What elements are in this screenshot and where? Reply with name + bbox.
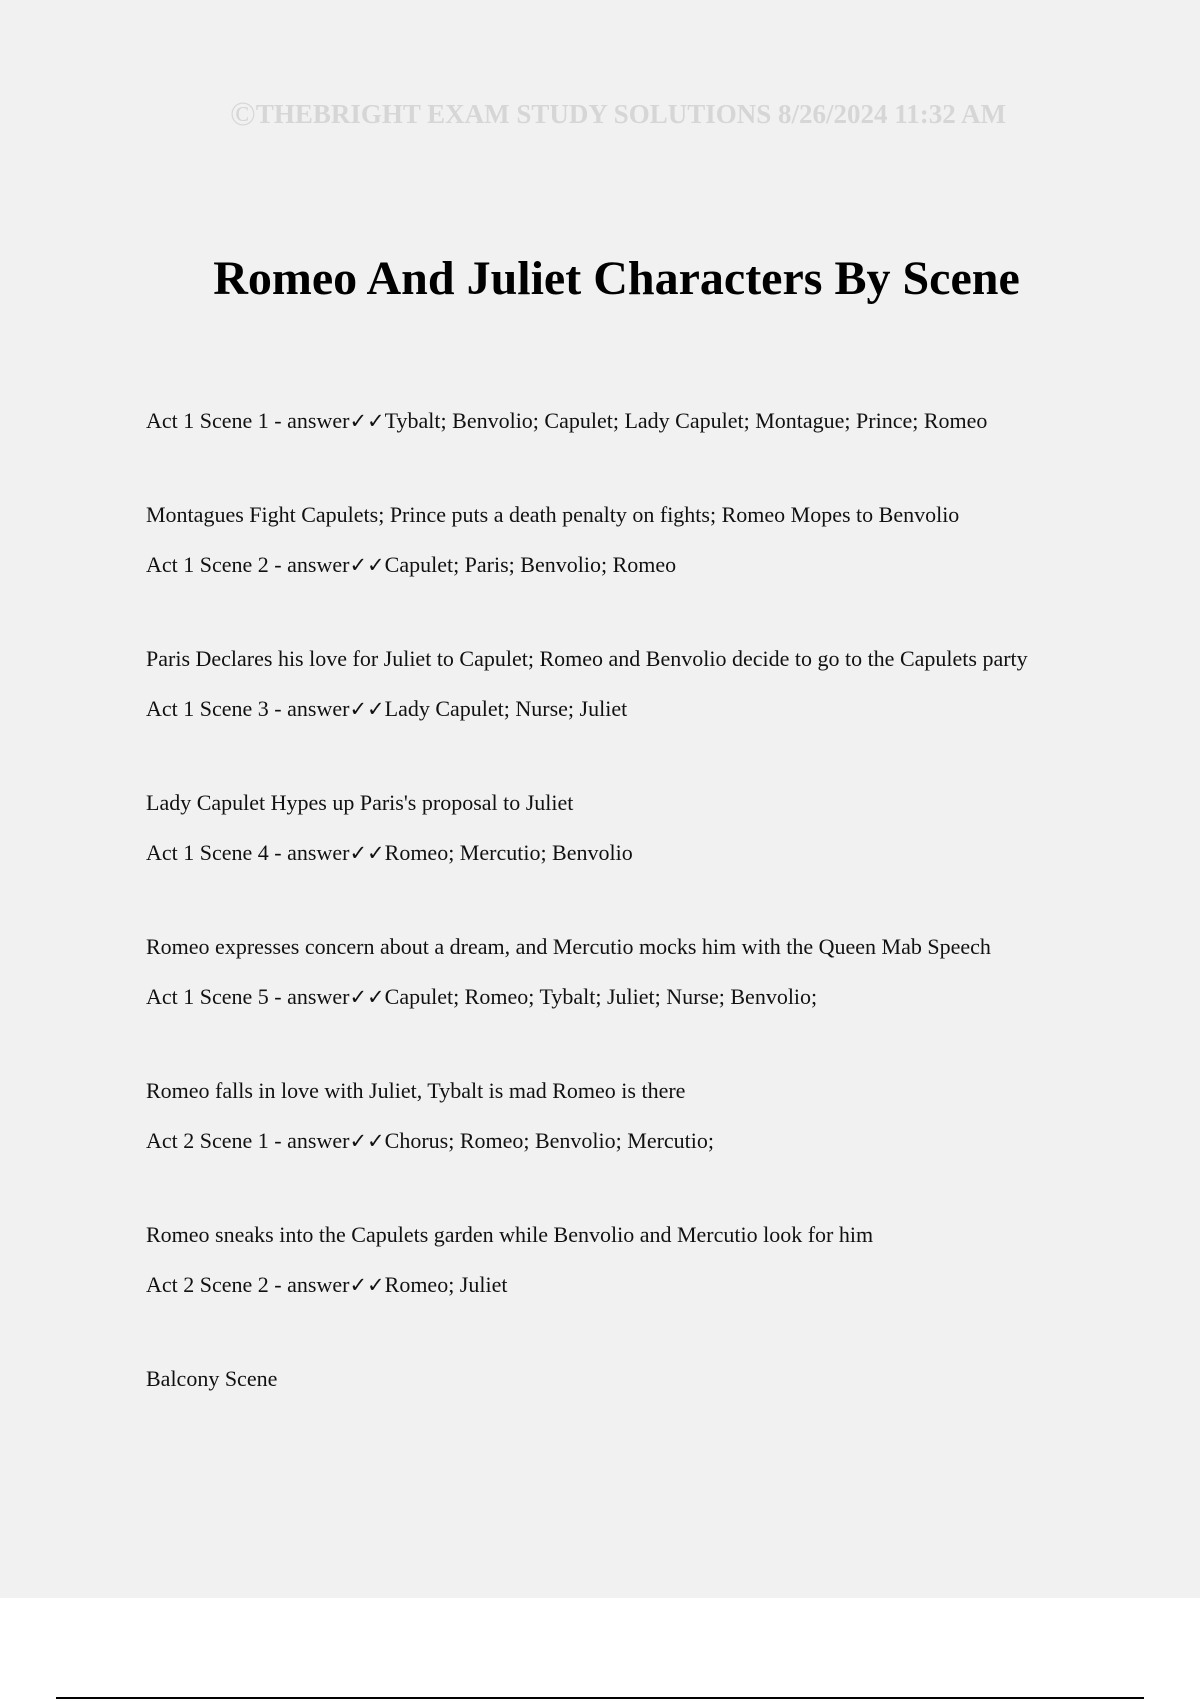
footer-divider (56, 1697, 1144, 1699)
characters-text: Chorus; Romeo; Benvolio; Mercutio; (384, 1128, 715, 1153)
double-check-icon: ✓✓ (349, 553, 385, 577)
qa-entry (146, 694, 1086, 817)
question-text: Act 1 Scene 2 - answer (146, 552, 350, 577)
characters-text: Romeo; Mercutio; Benvolio (384, 840, 633, 865)
question-text: Act 1 Scene 1 - answer (146, 408, 350, 433)
entry-summary: Romeo falls in love with Juliet, Tybalt is mad Romeo is there (146, 1078, 686, 1103)
characters-text: Lady Capulet; Nurse; Juliet (384, 696, 628, 721)
qa-entry (146, 1126, 1086, 1249)
qa-entry (146, 406, 1086, 529)
question-text: Act 2 Scene 1 - answer (146, 1128, 350, 1153)
qa-entry (146, 838, 1086, 961)
entry-summary: Montagues Fight Capulets; Prince puts a death penalty on fights; Romeo Mopes to Benvolio (146, 502, 960, 527)
entry-summary: Paris Declares his love for Juliet to Capulet; Romeo and Benvolio decide to go to the Capulets party (146, 646, 1028, 671)
characters-text: Tybalt; Benvolio; Capulet; Lady Capulet; Montague; Prince; Romeo (384, 408, 988, 433)
qa-entry (146, 1270, 1086, 1393)
double-check-icon: ✓✓ (349, 841, 385, 865)
question-text: Act 1 Scene 3 - answer (146, 696, 350, 721)
characters-text: Capulet; Paris; Benvolio; Romeo (384, 552, 677, 577)
watermark (0, 96, 1200, 134)
entry-question (146, 838, 1086, 868)
entry-question (146, 1126, 1086, 1156)
double-check-icon: ✓✓ (349, 697, 385, 721)
entry-summary: Lady Capulet Hypes up Paris's proposal to Juliet (146, 790, 574, 815)
entry-summary: Romeo expresses concern about a dream, and Mercutio mocks him with the Queen Mab Speech (146, 934, 991, 959)
characters-text: Romeo; Juliet (384, 1272, 508, 1297)
copyright-icon: © (230, 96, 256, 133)
qa-entry (146, 550, 1086, 673)
entry-question (146, 1270, 1086, 1300)
double-check-icon: ✓✓ (349, 409, 385, 433)
double-check-icon: ✓✓ (349, 1273, 385, 1297)
entry-question (146, 550, 1086, 580)
entries-list (146, 406, 1086, 1393)
entry-summary: Romeo sneaks into the Capulets garden while Benvolio and Mercutio look for him (146, 1222, 874, 1247)
question-text: Act 2 Scene 2 - answer (146, 1272, 350, 1297)
entry-question (146, 982, 1086, 1012)
qa-entry (146, 982, 1086, 1105)
entry-question (146, 406, 1086, 436)
watermark-text: THEBRIGHT EXAM STUDY SOLUTIONS 8/26/2024 11:32 AM (255, 99, 1006, 129)
entry-question (146, 694, 1086, 724)
double-check-icon: ✓✓ (349, 985, 385, 1009)
entry-summary: Balcony Scene (146, 1366, 278, 1391)
characters-text: Capulet; Romeo; Tybalt; Juliet; Nurse; Benvolio; (384, 984, 818, 1009)
document-title: Romeo And Juliet Characters By Scene (213, 252, 1020, 305)
question-text: Act 1 Scene 5 - answer (146, 984, 350, 1009)
double-check-icon: ✓✓ (349, 1129, 385, 1153)
question-text: Act 1 Scene 4 - answer (146, 840, 350, 865)
